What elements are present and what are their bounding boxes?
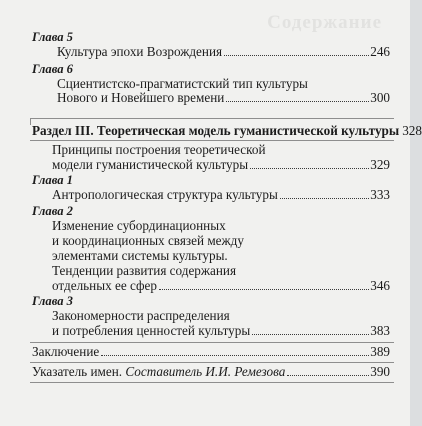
chapter2-line5: отдельных ее сфер bbox=[52, 278, 157, 293]
chapter5-entry[interactable] bbox=[57, 44, 390, 60]
chapter2-line2: и координационных связей между bbox=[52, 233, 244, 248]
chapter2-line4: Тенденции развития содержания bbox=[52, 263, 237, 278]
dot-leader bbox=[250, 168, 369, 169]
chapter2-label: Глава 2 bbox=[32, 204, 73, 218]
chapter1-label: Глава 1 bbox=[32, 173, 73, 187]
index-page: 390 bbox=[370, 364, 390, 379]
divider-tick bbox=[30, 118, 31, 125]
conclusion-title: Заключение bbox=[32, 344, 100, 359]
chapter2-entry[interactable] bbox=[52, 278, 390, 294]
chapter6-label: Глава 6 bbox=[32, 62, 73, 76]
conclusion-entry[interactable] bbox=[32, 344, 390, 360]
index-title bbox=[32, 364, 285, 380]
chapter3-label: Глава 3 bbox=[32, 294, 73, 308]
dot-leader bbox=[252, 334, 369, 335]
divider-line bbox=[30, 382, 394, 383]
chapter2-page: 346 bbox=[370, 278, 390, 293]
index-title-plain: Указатель имен. bbox=[32, 364, 126, 379]
principles-page: 329 bbox=[370, 157, 390, 172]
dot-leader bbox=[101, 355, 369, 356]
chapter3-entry[interactable] bbox=[52, 323, 390, 339]
dot-leader bbox=[159, 289, 369, 290]
dot-leader bbox=[287, 375, 369, 376]
principles-line1: Принципы построения теоретической bbox=[52, 142, 266, 157]
chapter5-page: 246 bbox=[370, 44, 390, 59]
chapter6-page: 300 bbox=[370, 90, 390, 105]
dot-leader bbox=[226, 101, 369, 102]
chapter3-page: 383 bbox=[370, 323, 390, 338]
divider-line bbox=[30, 118, 394, 119]
divider-line bbox=[30, 362, 394, 363]
principles-line2: модели гуманистической культуры bbox=[52, 157, 249, 172]
divider-line bbox=[30, 140, 394, 141]
chapter6-title-line1: Сциентистско-прагматистский тип культуры bbox=[57, 76, 308, 91]
dot-leader bbox=[224, 55, 369, 56]
section3-title: Раздел III. Теоретическая модель гуманистической культуры bbox=[32, 123, 400, 138]
divider-line bbox=[30, 342, 394, 343]
chapter2-line3: элементами системы культуры. bbox=[52, 248, 228, 263]
section3-page: 328 bbox=[402, 123, 422, 138]
principles-entry[interactable] bbox=[52, 157, 390, 173]
chapter3-line2: и потребления ценностей культуры bbox=[52, 323, 251, 338]
chapter6-entry[interactable] bbox=[57, 90, 390, 106]
chapter6-title-line2: Нового и Новейшего времени bbox=[57, 90, 225, 105]
chapter2-line1: Изменение субординационных bbox=[52, 218, 226, 233]
conclusion-page: 389 bbox=[370, 344, 390, 359]
chapter1-entry[interactable] bbox=[52, 187, 390, 203]
chapter3-line1: Закономерности распределения bbox=[52, 308, 230, 323]
chapter1-title: Антропологическая структура культуры bbox=[52, 187, 278, 202]
chapter5-title: Культура эпохи Возрождения bbox=[57, 44, 223, 59]
index-title-compiler: Составитель И.И. Ремезова bbox=[125, 364, 286, 379]
chapter1-page: 333 bbox=[370, 187, 390, 202]
chapter5-label: Глава 5 bbox=[32, 30, 73, 44]
index-entry[interactable] bbox=[32, 364, 390, 380]
section3-entry[interactable] bbox=[32, 123, 422, 139]
dot-leader bbox=[280, 198, 369, 199]
show-through-heading: Содержание bbox=[267, 12, 382, 33]
